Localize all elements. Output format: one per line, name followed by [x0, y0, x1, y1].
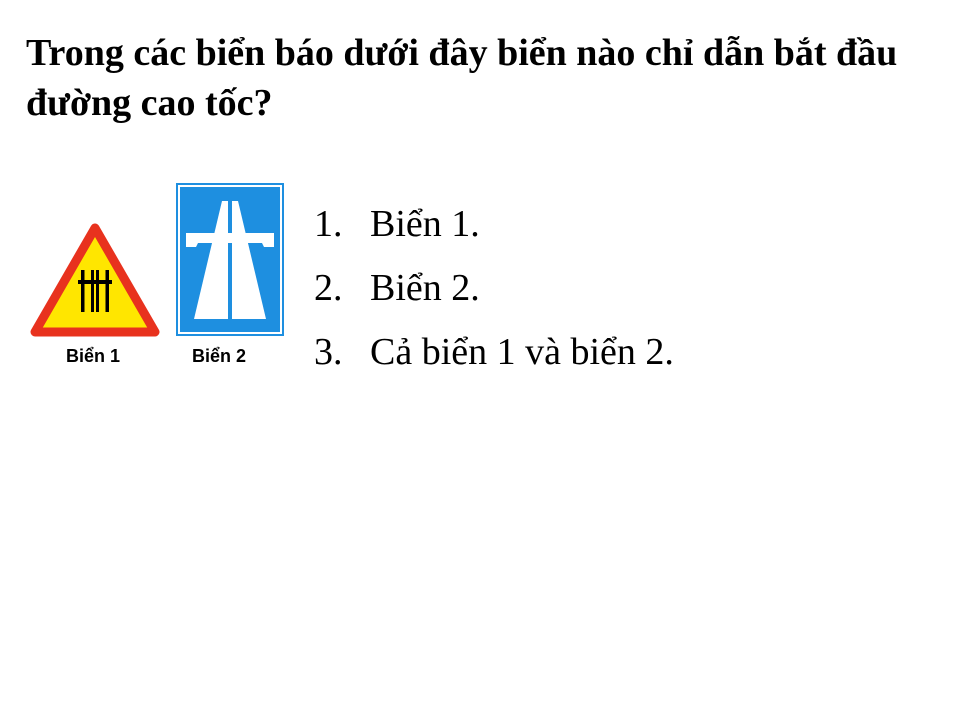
option-text: Cả biển 1 và biển 2.	[370, 331, 674, 373]
option-2[interactable]	[314, 260, 674, 324]
option-1[interactable]	[314, 196, 674, 260]
sign-2-caption: Biển 2	[192, 346, 247, 366]
answer-options	[314, 196, 674, 388]
sign-1-caption: Biển 1	[66, 346, 121, 366]
option-number: 2.	[314, 267, 343, 309]
option-text: Biển 2.	[370, 267, 480, 309]
question-text: Trong các biển báo dưới đây biển nào chỉ dẫn bắt đầu đường cao tốc?	[26, 32, 898, 124]
option-number: 1.	[314, 203, 343, 245]
option-text: Biển 1.	[370, 203, 480, 245]
option-3[interactable]	[314, 324, 674, 388]
warning-motorway-triangle-icon	[30, 222, 160, 338]
motorway-start-sign-icon	[176, 183, 284, 336]
option-number: 3.	[314, 331, 343, 373]
